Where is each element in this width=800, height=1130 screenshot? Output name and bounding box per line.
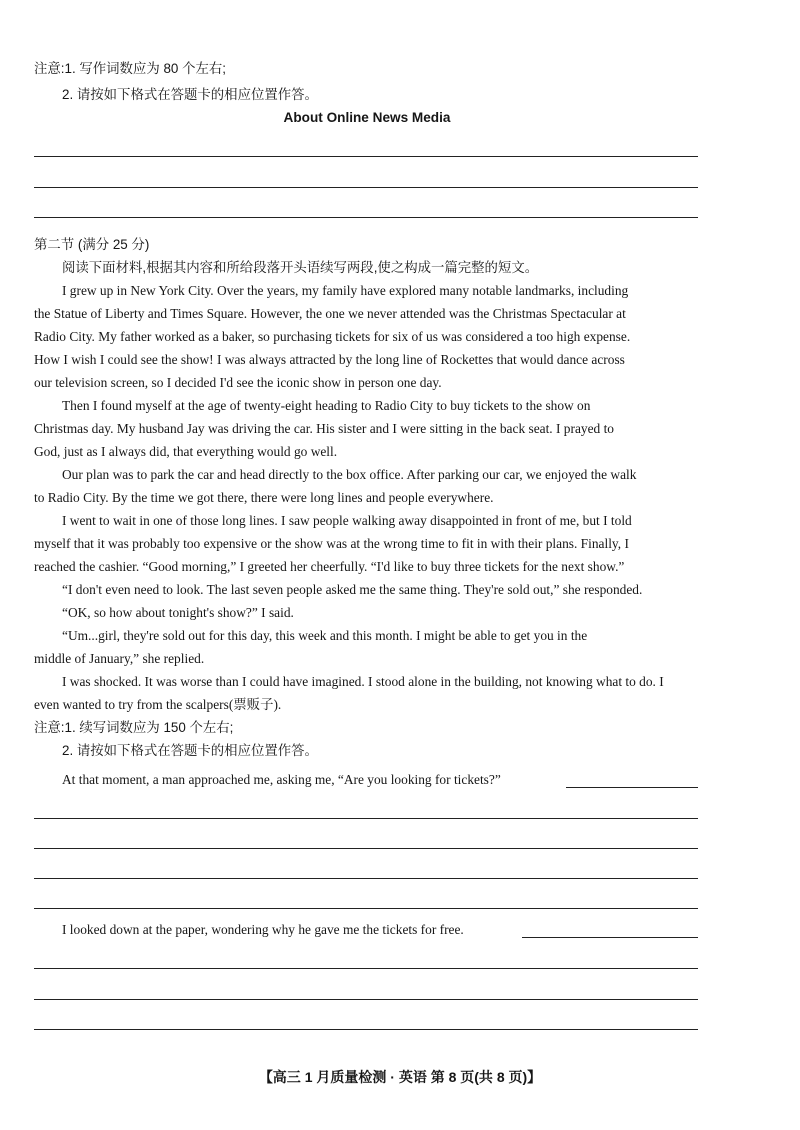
answer-line xyxy=(34,999,698,1000)
answer-line xyxy=(34,878,698,879)
passage-line: I grew up in New York City. Over the years, my family have explored many notable landmarks, including xyxy=(62,283,629,298)
continuation-note-2: 2. 请按如下格式在答题卡的相应位置作答。 xyxy=(62,743,318,758)
answer-line xyxy=(566,787,698,788)
passage-line: to Radio City. By the time we got there, there were long lines and people everywhere. xyxy=(34,490,494,505)
passage-line: our television screen, so I decided I'd see the iconic show in person one day. xyxy=(34,375,442,390)
passage-line: Then I found myself at the age of twenty-eight heading to Radio City to buy tickets to the show on xyxy=(62,398,591,413)
answer-line xyxy=(34,908,698,909)
passage-line: the Statue of Liberty and Times Square. However, the one we never attended was the Christmas Spectacular at xyxy=(34,306,626,321)
writing-note-1: 注意:1. 写作词数应为 80 个左右; xyxy=(34,61,226,76)
answer-line xyxy=(34,156,698,157)
answer-line xyxy=(34,818,698,819)
section-heading: 第二节 (满分 25 分) xyxy=(34,237,150,252)
answer-line xyxy=(34,187,698,188)
section-instruction: 阅读下面材料,根据其内容和所给段落开头语续写两段,使之构成一篇完整的短文。 xyxy=(62,260,539,275)
essay-title: About Online News Media xyxy=(283,110,451,125)
answer-line xyxy=(34,1029,698,1030)
answer-line xyxy=(34,217,698,218)
paragraph-1-opening: At that moment, a man approached me, asking me, “Are you looking for tickets?” xyxy=(62,772,501,787)
passage-line: myself that it was probably too expensive or the show was at the wrong time to fit in with their plans. Finally, I xyxy=(34,536,629,551)
passage-line: even wanted to try from the scalpers(票贩子). xyxy=(34,697,282,712)
passage-line: I was shocked. It was worse than I could have imagined. I stood alone in the building, not knowing what to do. I xyxy=(62,674,664,689)
passage-line: I went to wait in one of those long lines. I saw people walking away disappointed in front of me, but I told xyxy=(62,513,632,528)
page-footer: 【高三 1 月质量检测 · 英语 第 8 页(共 8 页)】 xyxy=(258,1069,542,1085)
answer-line xyxy=(34,848,698,849)
passage-line: middle of January,” she replied. xyxy=(34,651,205,666)
passage-line: “I don't even need to look. The last seven people asked me the same thing. They're sold out,” she responded. xyxy=(62,582,643,597)
paragraph-2-opening: I looked down at the paper, wondering why he gave me the tickets for free. xyxy=(62,922,464,937)
passage-line: Christmas day. My husband Jay was driving the car. His sister and I were sitting in the back seat. I prayed to xyxy=(34,421,615,436)
passage-line: reached the cashier. “Good morning,” I greeted her cheerfully. “I'd like to buy three tickets for the next show.” xyxy=(34,559,625,574)
writing-note-2: 2. 请按如下格式在答题卡的相应位置作答。 xyxy=(62,87,318,102)
passage-line: “Um...girl, they're sold out for this day, this week and this month. I might be able to get you in the xyxy=(62,628,588,643)
passage-line: Radio City. My father worked as a baker, so purchasing tickets for six of us was considered a too high expense. xyxy=(34,329,631,344)
answer-line xyxy=(522,937,698,938)
continuation-note-1: 注意:1. 续写词数应为 150 个左右; xyxy=(34,720,234,735)
passage-line: How I wish I could see the show! I was always attracted by the long line of Rockettes that would dance across xyxy=(34,352,625,367)
passage-line: Our plan was to park the car and head directly to the box office. After parking our car, we enjoyed the walk xyxy=(62,467,637,482)
passage-line: “OK, so how about tonight's show?” I said. xyxy=(62,605,294,620)
answer-line xyxy=(34,968,698,969)
passage-line: God, just as I always did, that everything would go well. xyxy=(34,444,338,459)
